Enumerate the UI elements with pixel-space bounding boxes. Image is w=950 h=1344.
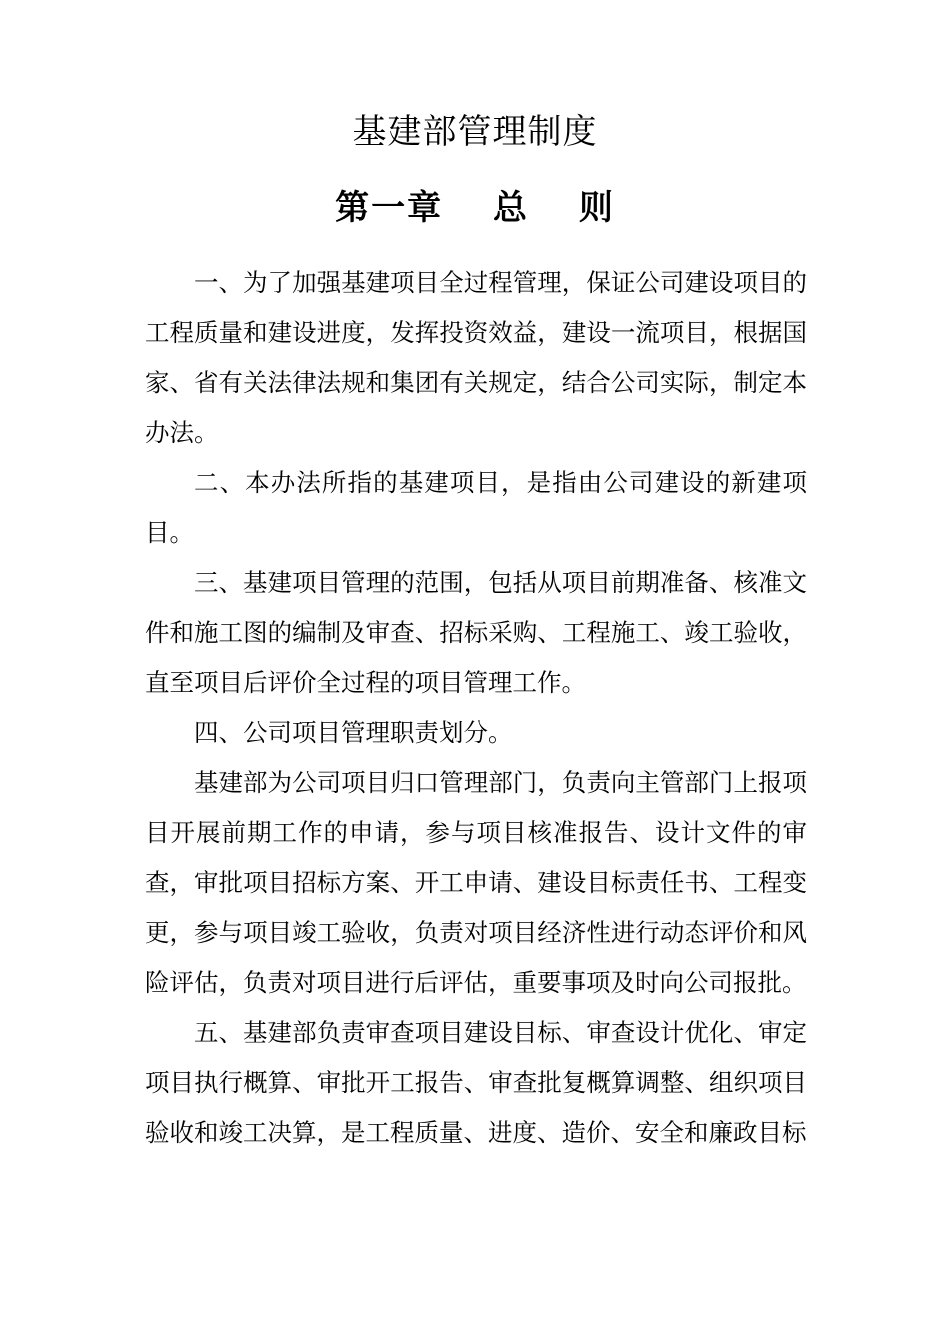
paragraph-5: 基建部为公司项目归口管理部门，负责向主管部门上报项目开展前期工作的申请，参与项目核准报告、设计文件的审查，审批项目招标方案、开工申请、建设目标责任书、工程变更，参与项目竣工验收，负责对项目经济性进行动态评价和风险评估，负责对项目进行后评估，重要事项及时向公司报批。 <box>145 768 807 997</box>
paragraph-1: 一、为了加强基建项目全过程管理，保证公司建设项目的工程质量和建设进度，发挥投资效益，建设一流项目，根据国家、省有关法律法规和集团有关规定，结合公司实际，制定本办法。 <box>145 268 807 447</box>
chapter-title: 第一章 总 则 <box>335 188 615 228</box>
document-body <box>145 258 807 1158</box>
paragraph-3: 三、基建项目管理的范围，包括从项目前期准备、核准文件和施工图的编制及审查、招标采购、工程施工、竣工验收，直至项目后评价全过程的项目管理工作。 <box>145 568 807 697</box>
document-title: 基建部管理制度 <box>352 112 598 152</box>
paragraph-4: 四、公司项目管理职责划分。 <box>194 718 513 747</box>
paragraph-2: 二、本办法所指的基建项目，是指由公司建设的新建项目。 <box>145 468 807 547</box>
paragraph-6: 五、基建部负责审查项目建设目标、审查设计优化、审定项目执行概算、审批开工报告、审查批复概算调整、组织项目验收和竣工决算，是工程质量、进度、造价、安全和廉政目标 <box>145 1018 807 1147</box>
